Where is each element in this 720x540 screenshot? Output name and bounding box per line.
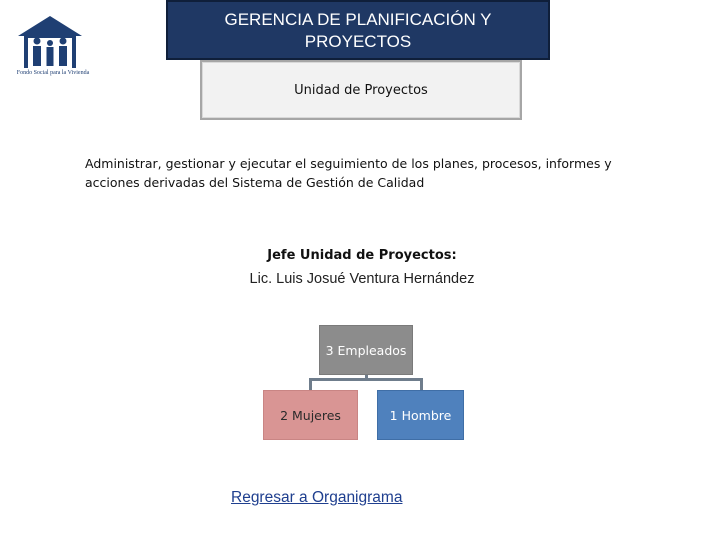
logo-caption: Fondo Social para la Vivienda	[16, 70, 90, 76]
description-line1: Administrar, gestionar y ejecutar el seguimiento de los planes, procesos, informes y	[85, 156, 612, 171]
org-node-women-label: 2 Mujeres	[280, 407, 341, 423]
chief-name: Lic. Luis Josué Ventura Hernández	[249, 271, 475, 287]
org-node-employees	[319, 325, 413, 375]
connector-left-down	[309, 378, 312, 390]
org-node-employees-label: 3 Empleados	[325, 342, 407, 358]
org-node-men	[377, 390, 464, 440]
connector-horizontal	[309, 378, 423, 381]
back-to-org-chart-link[interactable]: Regresar a Organigrama	[231, 489, 403, 506]
chief-title: Jefe Unidad de Proyectos:	[267, 248, 457, 263]
unit-name: Unidad de Proyectos	[294, 82, 428, 98]
page-title-line1: GERENCIA DE PLANIFICACIÓN Y	[224, 10, 492, 29]
org-node-women	[263, 390, 358, 440]
page-title-line2: PROYECTOS	[304, 32, 412, 51]
connector-right-down	[420, 378, 423, 390]
org-node-men-label: 1 Hombre	[389, 407, 452, 423]
description-line2: acciones derivadas del Sistema de Gestión de Calidad	[85, 175, 425, 190]
